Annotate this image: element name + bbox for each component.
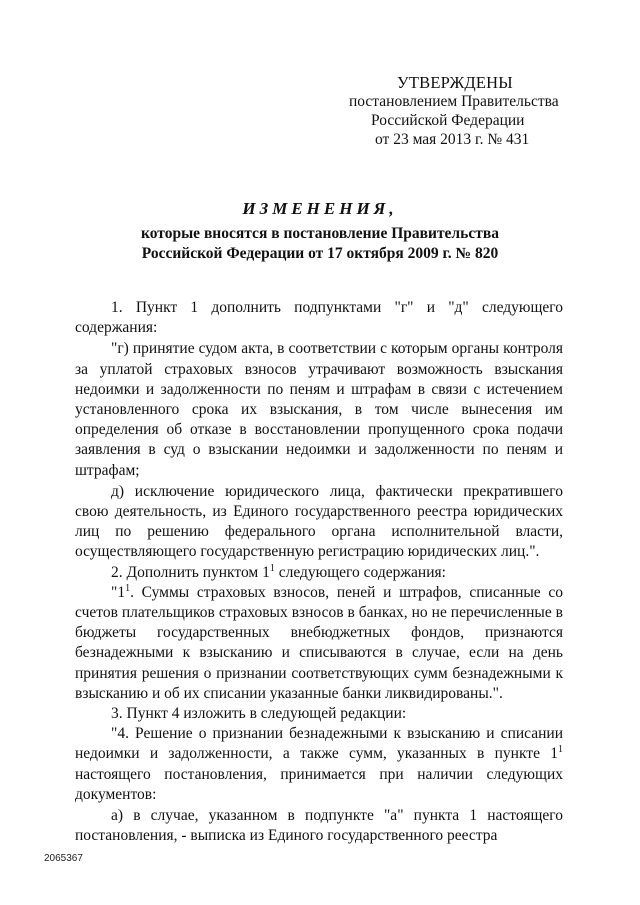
paragraph-5: [75, 583, 563, 704]
paragraph-8: а) в случае, указанном в подпункте "а" пункта 1 настоящего постановления, - выписка из Единого государственного реестра: [75, 807, 563, 845]
document-body: [75, 298, 563, 846]
document-code: 2065367: [44, 853, 83, 864]
paragraph-7-superscript: 1: [558, 744, 563, 756]
paragraph-5-text-a: "1: [111, 583, 126, 601]
paragraph-4-text-a: 2. Дополнить пунктом 1: [111, 563, 270, 581]
paragraph-7-text-b: настоящего постановления, принимается при наличии следующих документов:: [75, 765, 563, 803]
paragraph-2: "г) принятие судом акта, в соответствии с которым органы контроля за уплатой страховых взносов утрачивают возможность взыскания недоимки и задолженности по пеням и штрафам в связи с истечением установленного срока их взыскания, в том числе вынесения им определения об отказе в восстановлении пропущенного срока подачи заявления в суд о взыскании недоимки и задолженности по пеням и штрафам;: [75, 340, 563, 479]
subtitle-line-2: Российской Федерации от 17 октября 2009 г. № 820: [141, 245, 499, 262]
paragraph-7-text-a: "4. Решение о признании безнадежными к взысканию и списании недоимки и задолженности, а также сумм, указанных в пункте 1: [75, 725, 563, 763]
approval-line-1: постановлением Правительства: [349, 93, 559, 110]
approval-heading: УТВЕРЖДЕНЫ: [397, 73, 513, 92]
document-subtitle: [0, 224, 640, 264]
paragraph-1: 1. Пункт 1 дополнить подпунктами "г" и "д" следующего содержания:: [75, 299, 563, 337]
approval-stamp: [349, 73, 609, 149]
document-title: ИЗМЕНЕНИЯ,: [242, 199, 398, 218]
paragraph-4-text-b: следующего содержания:: [274, 563, 446, 581]
paragraph-6: 3. Пункт 4 изложить в следующей редакции:: [111, 705, 407, 723]
paragraph-7: [75, 724, 563, 805]
paragraph-4: [75, 563, 563, 583]
subtitle-line-1: которые вносятся в постановление Правительства: [141, 225, 499, 242]
approval-line-3: от 23 мая 2013 г. № 431: [375, 131, 530, 148]
approval-line-2: Российской Федерации: [371, 112, 525, 129]
paragraph-5-superscript: 1: [125, 582, 131, 594]
paragraph-5-text-b: . Суммы страховых взносов, пеней и штрафов, списанные со счетов плательщиков страховых взносов в банках, но не перечисленные в бюджеты государственных внебюджетных фондов, признаются безнадежными к взысканию и списываются в случае, если на день принятия решения о признании соответствующих сумм безнадежными к взысканию и об их списании указанные банки ликвидированы.".: [75, 583, 563, 702]
paragraph-3: д) исключение юридического лица, фактически прекратившего свою деятельность, из Единого государственного реестра юридических лиц по решению федерального органа исполнительной власти, осуществляющего государственную регистрацию юридических лиц.".: [75, 482, 563, 561]
paragraph-4-superscript: 1: [269, 562, 275, 574]
